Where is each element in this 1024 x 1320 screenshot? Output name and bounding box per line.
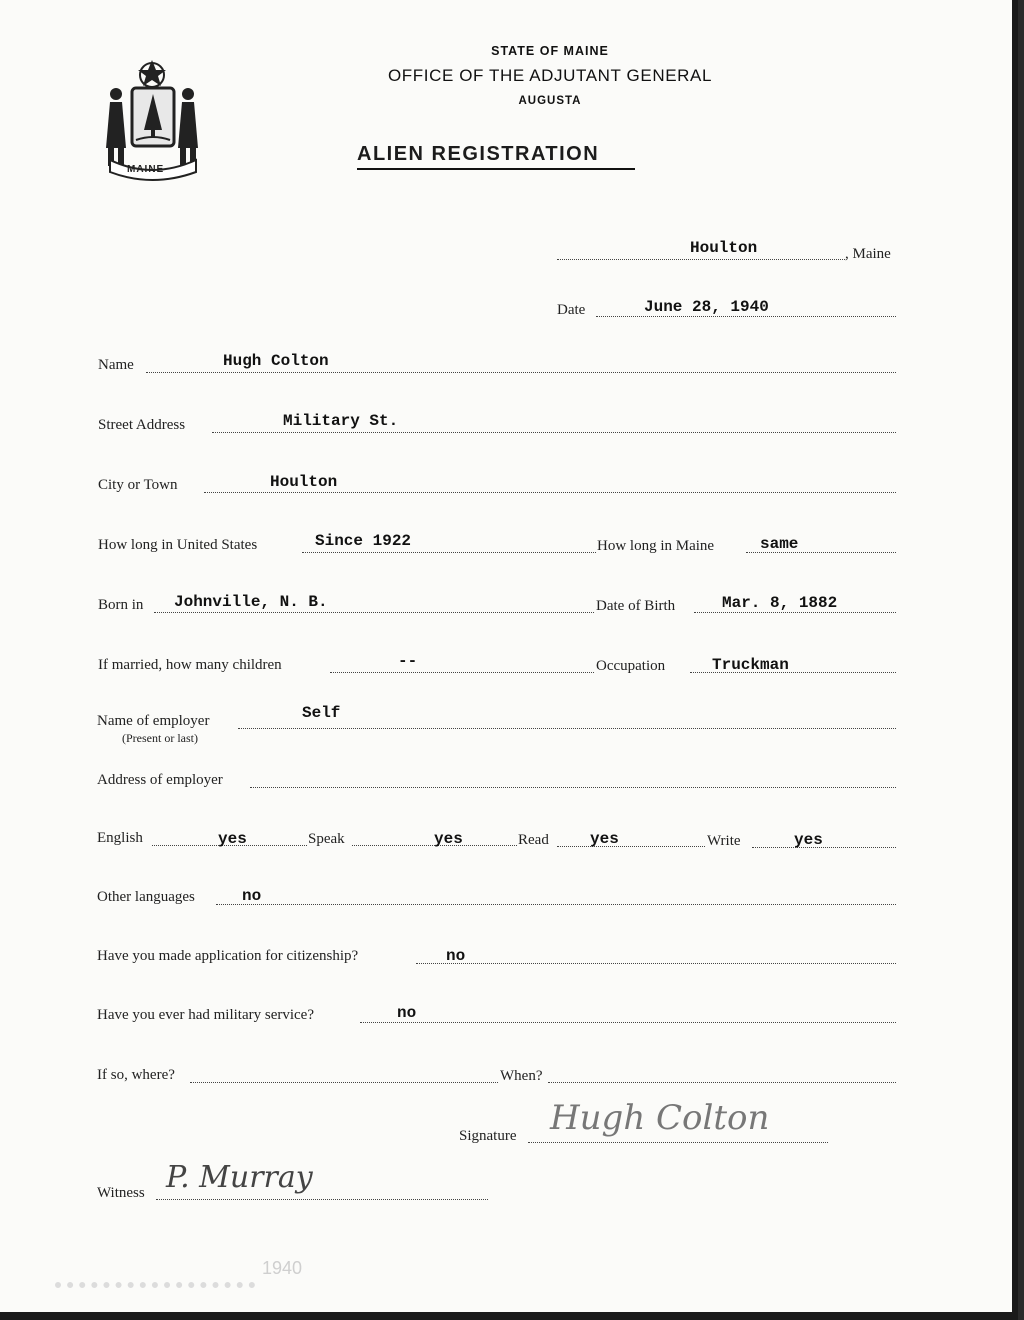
- name-label: Name: [98, 357, 134, 373]
- maine-duration-label: How long in Maine: [597, 538, 715, 554]
- citizenship-label: Have you made application for citizenship?: [97, 948, 359, 964]
- born-in-line: [154, 612, 594, 613]
- header-city: AUGUSTA: [518, 95, 582, 107]
- header-state: STATE OF MAINE: [491, 44, 609, 58]
- us-duration-value: Since 1922: [315, 532, 412, 550]
- signature-label: Signature: [459, 1128, 517, 1144]
- employer-address-label: Address of employer: [97, 772, 223, 788]
- children-line: [330, 672, 594, 673]
- when-label: When?: [500, 1068, 543, 1084]
- dob-label: Date of Birth: [596, 598, 676, 614]
- employer-value: Self: [302, 704, 341, 722]
- other-languages-line: [216, 904, 896, 905]
- read-value: yes: [590, 830, 619, 848]
- us-duration-label: How long in United States: [98, 537, 258, 553]
- children-value: --: [398, 652, 418, 670]
- military-line: [360, 1022, 896, 1023]
- employer-address-line: [250, 787, 896, 788]
- street-line: [212, 432, 896, 433]
- name-value: Hugh Colton: [223, 352, 329, 370]
- english-label: English: [97, 830, 143, 846]
- when-line: [548, 1082, 896, 1083]
- born-in-value: Johnville, N. B.: [174, 593, 328, 611]
- witness-label: Witness: [97, 1185, 145, 1201]
- street-value: Military St.: [283, 412, 399, 430]
- citizenship-line: [416, 963, 896, 964]
- maine-duration-value: same: [760, 535, 799, 553]
- citizenship-value: no: [446, 947, 466, 965]
- dob-line: [694, 612, 896, 613]
- read-line: [557, 846, 705, 847]
- date-line: [596, 316, 896, 317]
- place-value: Houlton: [690, 239, 758, 257]
- dob-value: Mar. 8, 1882: [722, 594, 838, 612]
- date-label: Date: [557, 302, 586, 318]
- where-label: If so, where?: [97, 1067, 175, 1083]
- occupation-value: Truckman: [712, 656, 789, 674]
- city-label: City or Town: [98, 477, 178, 493]
- place-line: [557, 259, 845, 260]
- where-line: [190, 1082, 498, 1083]
- signature-handwriting: Hugh Colton: [550, 1098, 770, 1138]
- header-office: OFFICE OF THE ADJUTANT GENERAL: [387, 66, 713, 85]
- military-label: Have you ever had military service?: [97, 1007, 314, 1023]
- born-in-label: Born in: [98, 597, 144, 613]
- english-value: yes: [218, 830, 247, 848]
- place-suffix: , Maine: [845, 246, 891, 262]
- title-underline: [357, 168, 635, 170]
- write-line: [752, 847, 896, 848]
- form-title: ALIEN REGISTRATION: [357, 143, 600, 165]
- occupation-label: Occupation: [596, 658, 666, 674]
- speak-value: yes: [434, 830, 463, 848]
- us-duration-line: [302, 552, 596, 553]
- write-value: yes: [794, 831, 823, 849]
- military-value: no: [397, 1004, 417, 1022]
- employer-line: [238, 728, 896, 729]
- seal-banner-text: MAINE: [127, 164, 165, 175]
- city-value: Houlton: [270, 473, 338, 491]
- witness-line: [156, 1199, 488, 1200]
- employer-sublabel: (Present or last): [122, 731, 198, 745]
- speak-label: Speak: [308, 831, 345, 847]
- faded-stamp-mark: [55, 1268, 255, 1288]
- signature-line: [528, 1142, 828, 1143]
- witness-handwriting: P. Murray: [166, 1160, 313, 1195]
- children-label: If married, how many children: [98, 657, 282, 673]
- name-line: [146, 372, 896, 373]
- read-label: Read: [518, 832, 549, 848]
- city-line: [204, 492, 896, 493]
- street-label: Street Address: [98, 417, 186, 433]
- other-languages-value: no: [242, 887, 262, 905]
- other-languages-label: Other languages: [97, 889, 195, 905]
- faded-stamp-year: 1940: [262, 1258, 303, 1278]
- employer-label: Name of employer: [97, 713, 210, 729]
- date-value: June 28, 1940: [644, 298, 769, 316]
- write-label: Write: [707, 833, 741, 849]
